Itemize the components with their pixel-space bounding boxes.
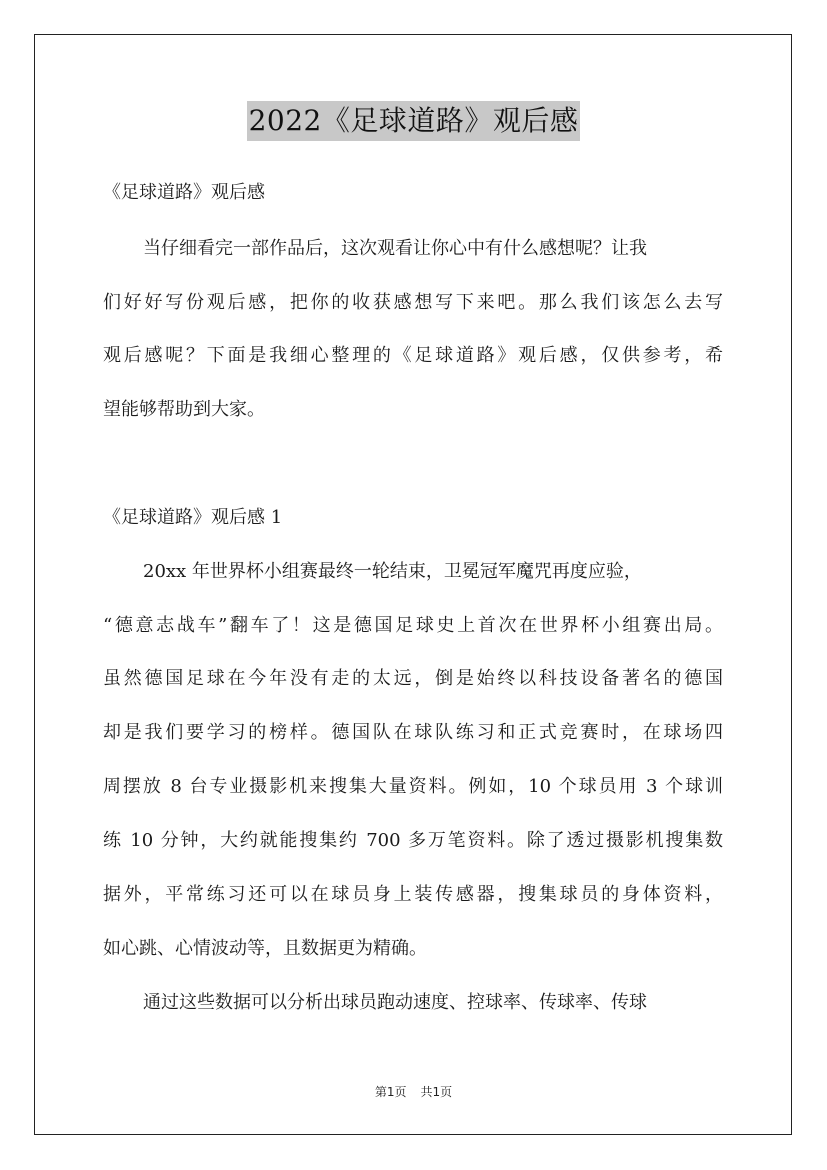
page-total: 共1页 [420,1085,453,1099]
body-line-9: 通过这些数据可以分析出球员跑动速度、控球率、传球率、传球 [143,992,647,1013]
body-line-8: 如心跳、心情波动等，且数据更为精确。 [103,938,427,959]
body-line-3: 虽然德国足球在今年没有走的太远，倒是始终以科技设备著名的德国 [103,668,723,689]
intro-line-3: 观后感呢？下面是我细心整理的《足球道路》观后感，仅供参考，希 [103,345,723,366]
page-number: 第1页 [374,1085,407,1099]
body-line-2: “德意志战车”翻车了！这是德国足球史上首次在世界杯小组赛出局。 [103,615,723,636]
page-footer [0,1084,827,1100]
intro-line-4: 望能够帮助到大家。 [103,399,265,420]
document-subtitle: 《足球道路》观后感 [103,182,265,203]
title-container [0,101,827,141]
section-heading: 《足球道路》观后感 1 [103,507,283,528]
body-line-4: 却是我们要学习的榜样。德国队在球队练习和正式竞赛时，在球场四 [103,722,723,743]
body-line-6: 练 10 分钟，大约就能搜集约 700 多万笔资料。除了透过摄影机搜集数 [103,830,723,851]
body-line-5: 周摆放 8 台专业摄影机来搜集大量资料。例如，10 个球员用 3 个球训 [103,776,723,797]
body-line-7: 据外，平常练习还可以在球员身上装传感器，搜集球员的身体资料， [103,884,723,905]
intro-line-2: 们好好写份观后感，把你的收获感想写下来吧。那么我们该怎么去写 [103,292,723,313]
body-line-1: 20xx 年世界杯小组赛最终一轮结束，卫冕冠军魔咒再度应验， [143,561,642,582]
document-title: 2022《足球道路》观后感 [247,101,581,141]
intro-line-1: 当仔细看完一部作品后，这次观看让你心中有什么感想呢？让我 [143,238,647,259]
